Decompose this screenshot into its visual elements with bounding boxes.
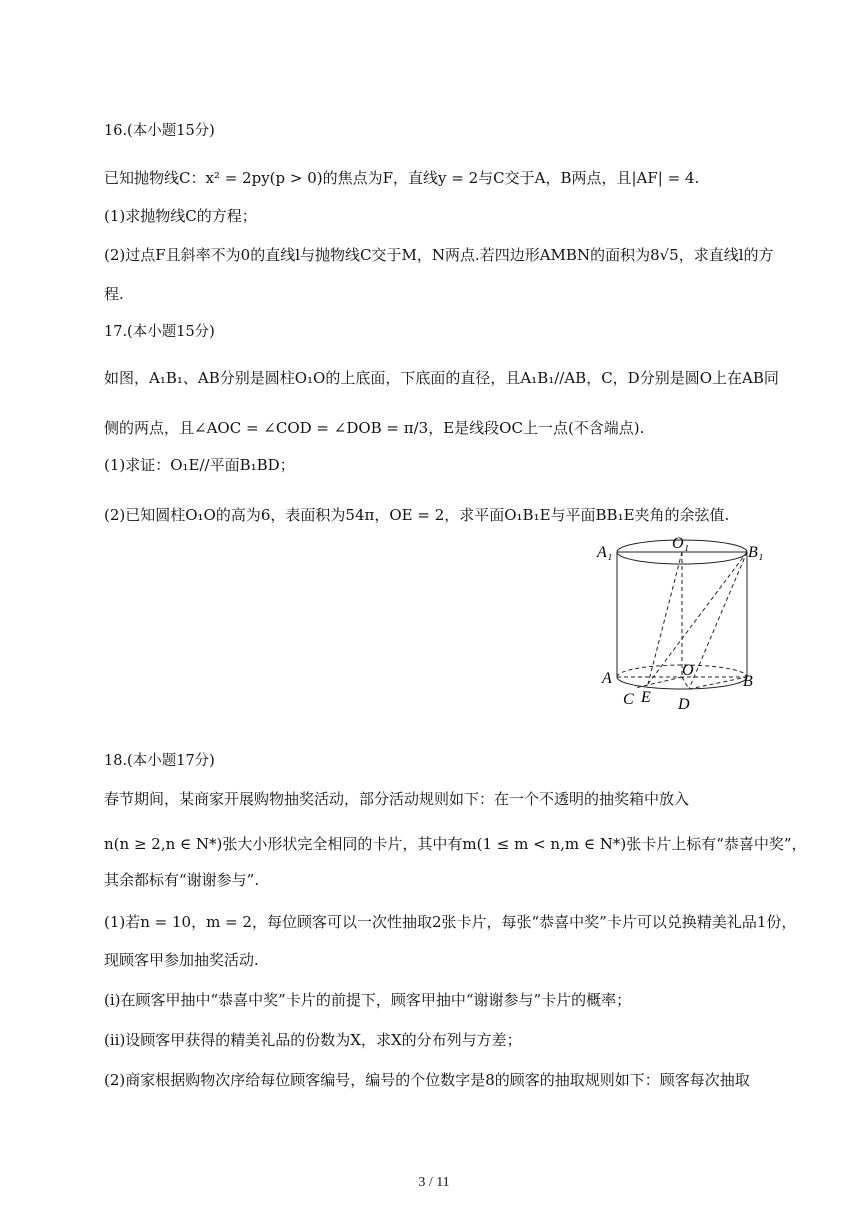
label-a1: A₁	[597, 544, 613, 561]
q16-part1: (1)求抛物线C的方程；	[104, 207, 257, 225]
segment-b1e	[648, 552, 747, 684]
q16-stem: 已知抛物线C：x² = 2py(p > 0)的焦点为F，直线y = 2与C交于A，B两点，且|AF| = 4.	[104, 169, 700, 187]
q18-stem-line1: 春节期间，某商家开展购物抽奖活动，部分活动规则如下：在一个不透明的抽奖箱中放入	[104, 790, 690, 808]
q18-part1-line1: (1)若n = 10，m = 2，每位顾客可以一次性抽取2张卡片，每张“恭喜中奖”卡片可以兑换精美礼品1份，	[104, 913, 797, 931]
q16-part2-line2: 程.	[104, 285, 124, 303]
q16-heading: 16.(本小题15分)	[104, 123, 215, 139]
q17-heading: 17.(本小题15分)	[104, 324, 215, 340]
label-o1: O₁	[672, 535, 690, 552]
q17-stem-line1: 如图，A₁B₁、AB分别是圆柱O₁O的上底面，下底面的直径，且A₁B₁//AB，C，D分别是圆O上在AB同	[104, 369, 779, 387]
label-d: D	[678, 696, 690, 713]
q17-part2: (2)已知圆柱O₁O的高为6，表面积为54π，OE = 2，求平面O₁B₁E与平面BB₁E夹角的余弦值.	[104, 506, 730, 524]
label-c: C	[623, 691, 634, 708]
q18-part2-line1: (2)商家根据购物次序给每位顾客编号，编号的个位数字是8的顾客的抽取规则如下：顾客每次抽取	[104, 1071, 750, 1089]
q16-part2-line1: (2)过点F且斜率不为0的直线l与抛物线C交于M，N两点.若四边形AMBN的面积为8√5，求直线l的方	[104, 246, 774, 264]
q17-stem-line2: 侧的两点，且∠AOC = ∠COD = ∠DOB = π/3，E是线段OC上一点(不含端点).	[104, 419, 645, 437]
q18-stem-line3: 其余都标有“谢谢参与”.	[104, 871, 260, 889]
q17-part1: (1)求证：O₁E//平面B₁BD；	[104, 456, 295, 474]
label-b: B	[743, 673, 753, 690]
q18-stem-line2: n(n ≥ 2,n ∈ N*)张大小形状完全相同的卡片，其中有m(1 ≤ m < n,m ∈ N*)张卡片上标有“恭喜中奖”，	[104, 835, 807, 853]
label-o: O	[682, 662, 694, 679]
page-number: 3 / 11	[418, 1175, 450, 1190]
label-a: A	[602, 670, 612, 687]
q18-part1-line2: 现顾客甲参加抽奖活动.	[104, 951, 259, 969]
segment-o1e	[648, 552, 682, 684]
label-b1: B₁	[748, 544, 764, 561]
q18-part1-i: (i)在顾客甲抽中“恭喜中奖”卡片的前提下，顾客甲抽中“谢谢参与”卡片的概率；	[104, 991, 632, 1009]
cylinder-figure	[592, 532, 772, 717]
segment-b1d	[689, 552, 747, 689]
q18-heading: 18.(本小题17分)	[104, 753, 215, 769]
q18-part1-ii: (ii)设顾客甲获得的精美礼品的份数为X，求X的分布列与方差；	[104, 1031, 522, 1049]
label-e: E	[641, 689, 651, 706]
